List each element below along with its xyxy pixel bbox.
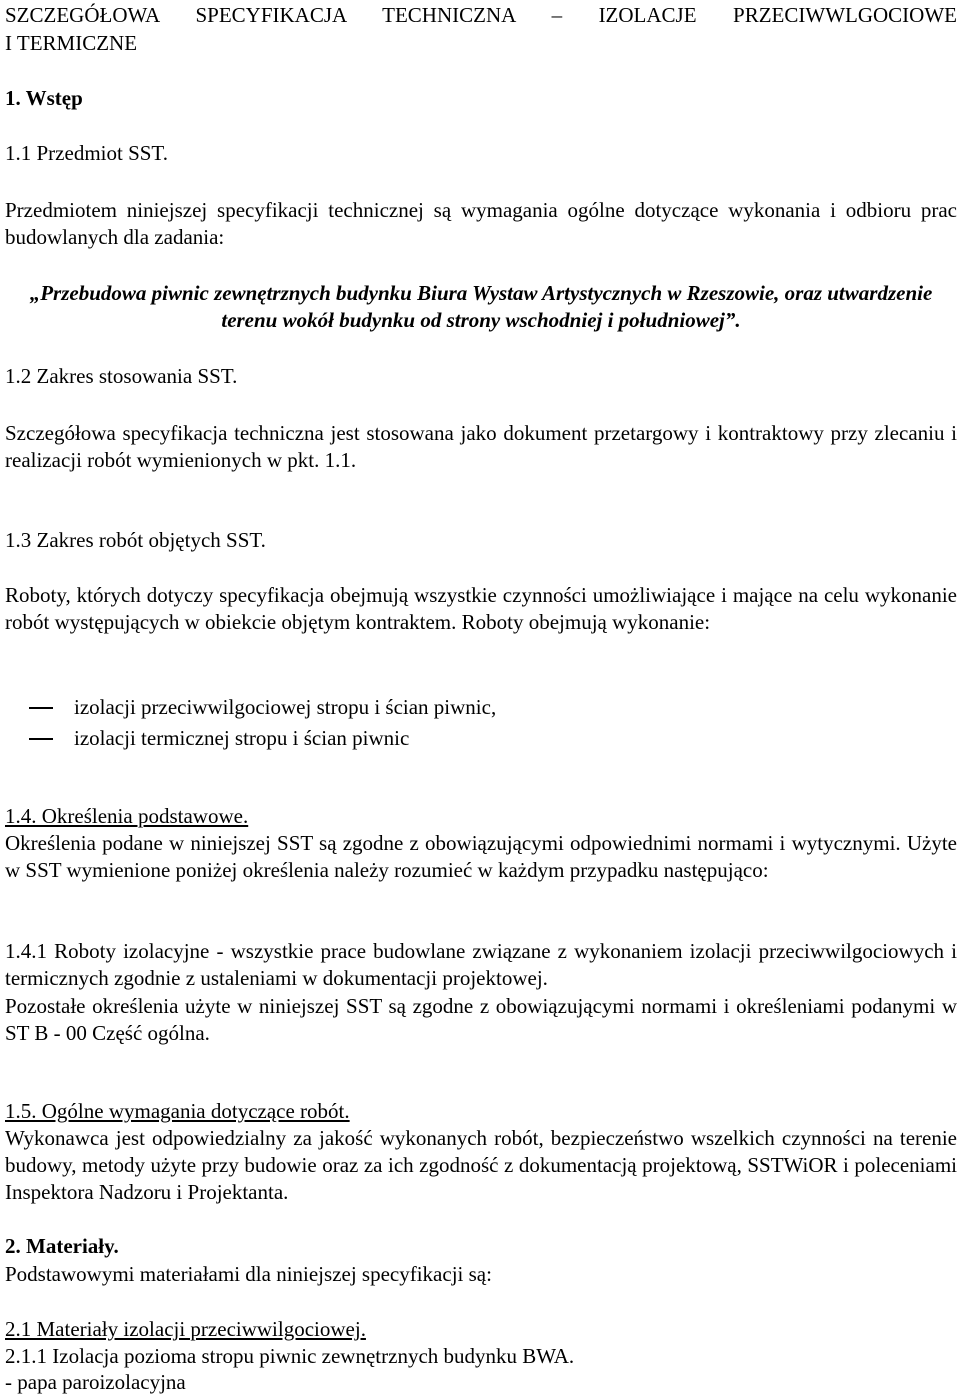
list-item xyxy=(5,725,957,756)
works-list xyxy=(5,694,957,756)
dash-bullet-icon xyxy=(29,738,53,740)
section-1-1-text: Przedmiotem niniejszej specyfikacji technicznej są wymagania ogólne dotyczące wykonania i odbioru prac budowlanych dla zadania: xyxy=(5,198,957,249)
dash-bullet-icon xyxy=(29,707,53,709)
document-title-line2: I TERMICZNE xyxy=(5,31,138,55)
section-1-5-heading-text: 1.5. Ogólne wymagania dotyczące robót. xyxy=(5,1099,350,1123)
section-1-4-heading xyxy=(5,803,957,830)
section-1-5-text: Wykonawca jest odpowiedzialny za jakość wykonanych robót, bezpieczeństwo wszelkich czynności na terenie budowy, metody użyte przy budowie oraz za ich zgodność z dokumentacją projektową, SSTWiOR i poleceniami Inspektora Nadzoru i Projektanta. xyxy=(5,1126,957,1204)
document-title-line1: SZCZEGÓŁOWA SPECYFIKACJA TECHNICZNA – IZOLACJE PRZECIWWLGOCIOWE xyxy=(5,3,957,27)
section-2-1-heading xyxy=(5,1316,957,1343)
project-name: „Przebudowa piwnic zewnętrznych budynku Biura Wystaw Artystycznych w Rzeszowie, oraz utwardzenie terenu wokół budynku od strony wschodniej i południowej”. xyxy=(29,281,933,332)
list-item-text: izolacji przeciwwilgociowej stropu i ścian piwnic, xyxy=(74,695,497,719)
section-1-4-1-text: 1.4.1 Roboty izolacyjne - wszystkie prace budowlane związane z wykonaniem izolacji przeciwwilgociowych i termicznych zgodnie z ustaleniami w dokumentacji projektowej. xyxy=(5,939,957,990)
section-1-4-text: Określenia podane w niniejszej SST są zgodne z obowiązującymi odpowiednimi normami i wytycznymi. Użyte w SST wymienione poniżej określenia należy rozumieć w każdym przypadku następująco: xyxy=(5,831,957,882)
section-2-1-1-item: - papa paroizolacyjna xyxy=(5,1370,186,1394)
section-1-2-text: Szczegółowa specyfikacja techniczna jest stosowana jako dokument przetargowy i kontraktowy przy zlecaniu i realizacji robót wymienionych w pkt. 1.1. xyxy=(5,421,957,472)
section-2-1-1-text: 2.1.1 Izolacja pozioma stropu piwnic zewnętrznych budynku BWA. xyxy=(5,1344,575,1368)
section-2-heading: 2. Materiały. xyxy=(5,1234,119,1258)
section-2-1-heading-text: 2.1 Materiały izolacji przeciwwilgociowej. xyxy=(5,1317,366,1341)
section-1-2-heading: 1.2 Zakres stosowania SST. xyxy=(5,364,238,388)
list-item xyxy=(5,694,957,725)
section-1-3-heading: 1.3 Zakres robót objętych SST. xyxy=(5,528,266,552)
section-1-3-text: Roboty, których dotyczy specyfikacja obejmują wszystkie czynności umożliwiające i mające na celu wykonanie robót występujących w obiekcie objętym kontraktem. Roboty obejmują wykonanie: xyxy=(5,583,957,634)
section-1-4-heading-text: 1.4. Określenia podstawowe. xyxy=(5,804,249,828)
section-2-text: Podstawowymi materiałami dla niniejszej specyfikacji są: xyxy=(5,1262,492,1286)
section-1-heading: 1. Wstęp xyxy=(5,86,83,110)
section-1-1-heading: 1.1 Przedmiot SST. xyxy=(5,141,168,165)
section-1-5-heading xyxy=(5,1098,957,1125)
section-1-4-other-text: Pozostałe określenia użyte w niniejszej SST są zgodne z obowiązującymi normami i określeniami podanymi w ST B - 00 Część ogólna. xyxy=(5,994,957,1045)
list-item-text: izolacji termicznej stropu i ścian piwnic xyxy=(74,726,410,750)
